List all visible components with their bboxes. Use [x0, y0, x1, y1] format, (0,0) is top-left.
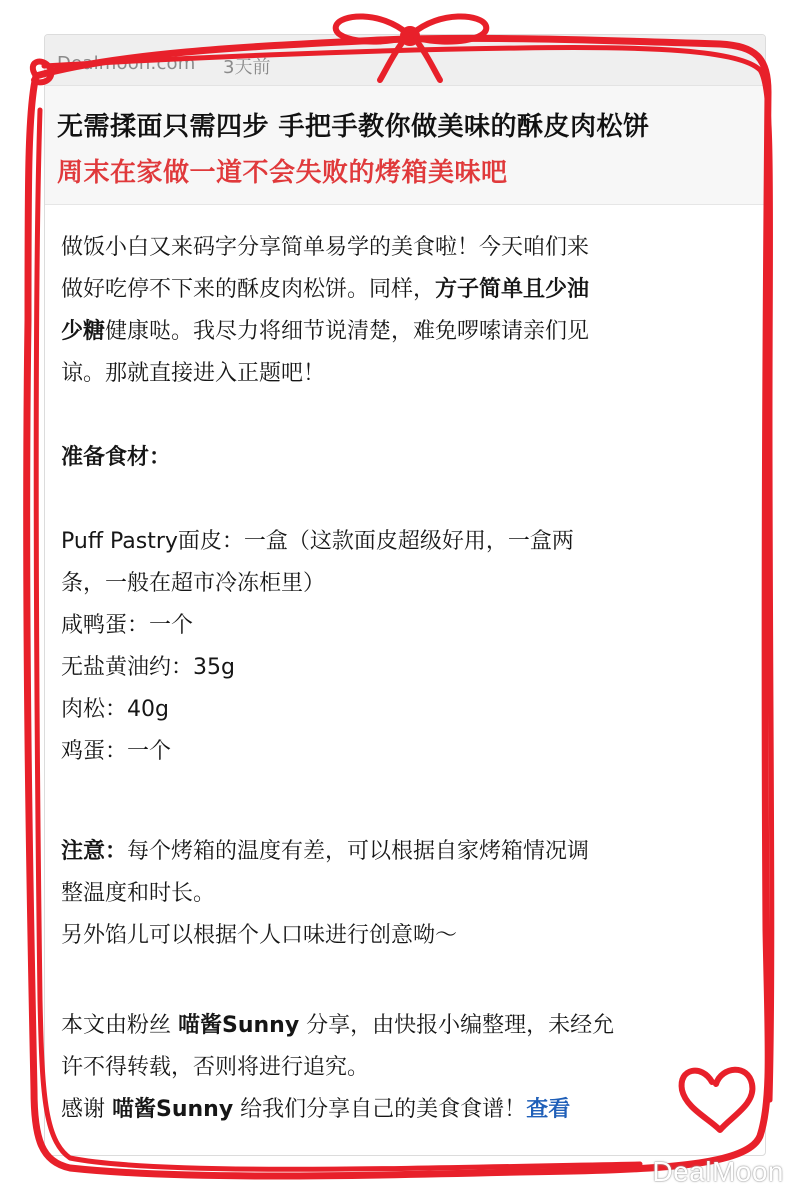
credit-line-1	[61, 1005, 761, 1047]
intro-line-2	[61, 269, 761, 311]
ingredient-egg: 鸡蛋：一个	[61, 739, 172, 764]
intro-emphasis-1: 方子简单且少油	[435, 277, 590, 302]
note-label: 注意：	[61, 839, 128, 864]
credit-text-1: 本文由粉丝	[61, 1013, 178, 1038]
source-label: Dealmoon.com	[57, 53, 196, 74]
credit-line-2: 许不得转载，否则将进行追究。	[61, 1055, 370, 1080]
note-text-1: 每个烤箱的温度有差，可以根据自家烤箱情况调	[127, 839, 590, 864]
credit-text-3: 感谢	[61, 1097, 112, 1122]
article-card	[44, 34, 766, 1156]
intro-emphasis-2: 少糖	[61, 319, 106, 344]
ingredient-puff-pastry-note: 条，一般在超市冷冻柜里）	[61, 571, 326, 596]
intro-text-2: 做好吃停不下来的酥皮肉松饼。同样，	[61, 277, 436, 302]
credit-author-2: 喵酱Sunny	[112, 1097, 234, 1122]
intro-text-1: 做饭小白又来码字分享简单易学的美食啦！今天咱们来	[61, 235, 590, 260]
watermark-logo: DealMoon	[652, 1156, 784, 1187]
credit-line-3	[61, 1089, 761, 1131]
source-bar	[45, 35, 765, 86]
note-line-3: 另外馅儿可以根据个人口味进行创意呦～	[61, 923, 458, 948]
credit-author-1: 喵酱Sunny	[178, 1013, 300, 1038]
article-subtitle: 周末在家做一道不会失败的烤箱美味吧	[57, 158, 508, 188]
credit-text-2: 分享，由快报小编整理，未经允	[299, 1013, 615, 1038]
ingredient-puff-pastry: Puff Pastry面皮：一盒（这款面皮超级好用，一盒两	[61, 529, 574, 554]
note-line-1	[61, 831, 761, 873]
ingredient-butter: 无盐黄油约：35g	[61, 655, 235, 680]
ingredient-salted-duck-egg: 咸鸭蛋：一个	[61, 613, 194, 638]
view-more-link[interactable]: 查看	[526, 1097, 571, 1122]
title-block	[45, 86, 765, 205]
note-line-2: 整温度和时长。	[61, 881, 216, 906]
post-age: 3天前	[223, 57, 271, 78]
intro-line-1	[61, 227, 761, 269]
intro-line-4	[61, 353, 761, 395]
article-title: 无需揉面只需四步 手把手教你做美味的酥皮肉松饼	[57, 112, 650, 142]
ingredients-heading: 准备食材：	[61, 445, 172, 470]
intro-text-4: 谅。那就直接进入正题吧！	[61, 361, 326, 386]
ingredient-meat-floss: 肉松：40g	[61, 697, 169, 722]
intro-line-3	[61, 311, 761, 353]
credit-text-4: 给我们分享自己的美食食谱！	[233, 1097, 527, 1122]
intro-text-3: 健康哒。我尽力将细节说清楚，难免啰嗦请亲们见	[105, 319, 590, 344]
